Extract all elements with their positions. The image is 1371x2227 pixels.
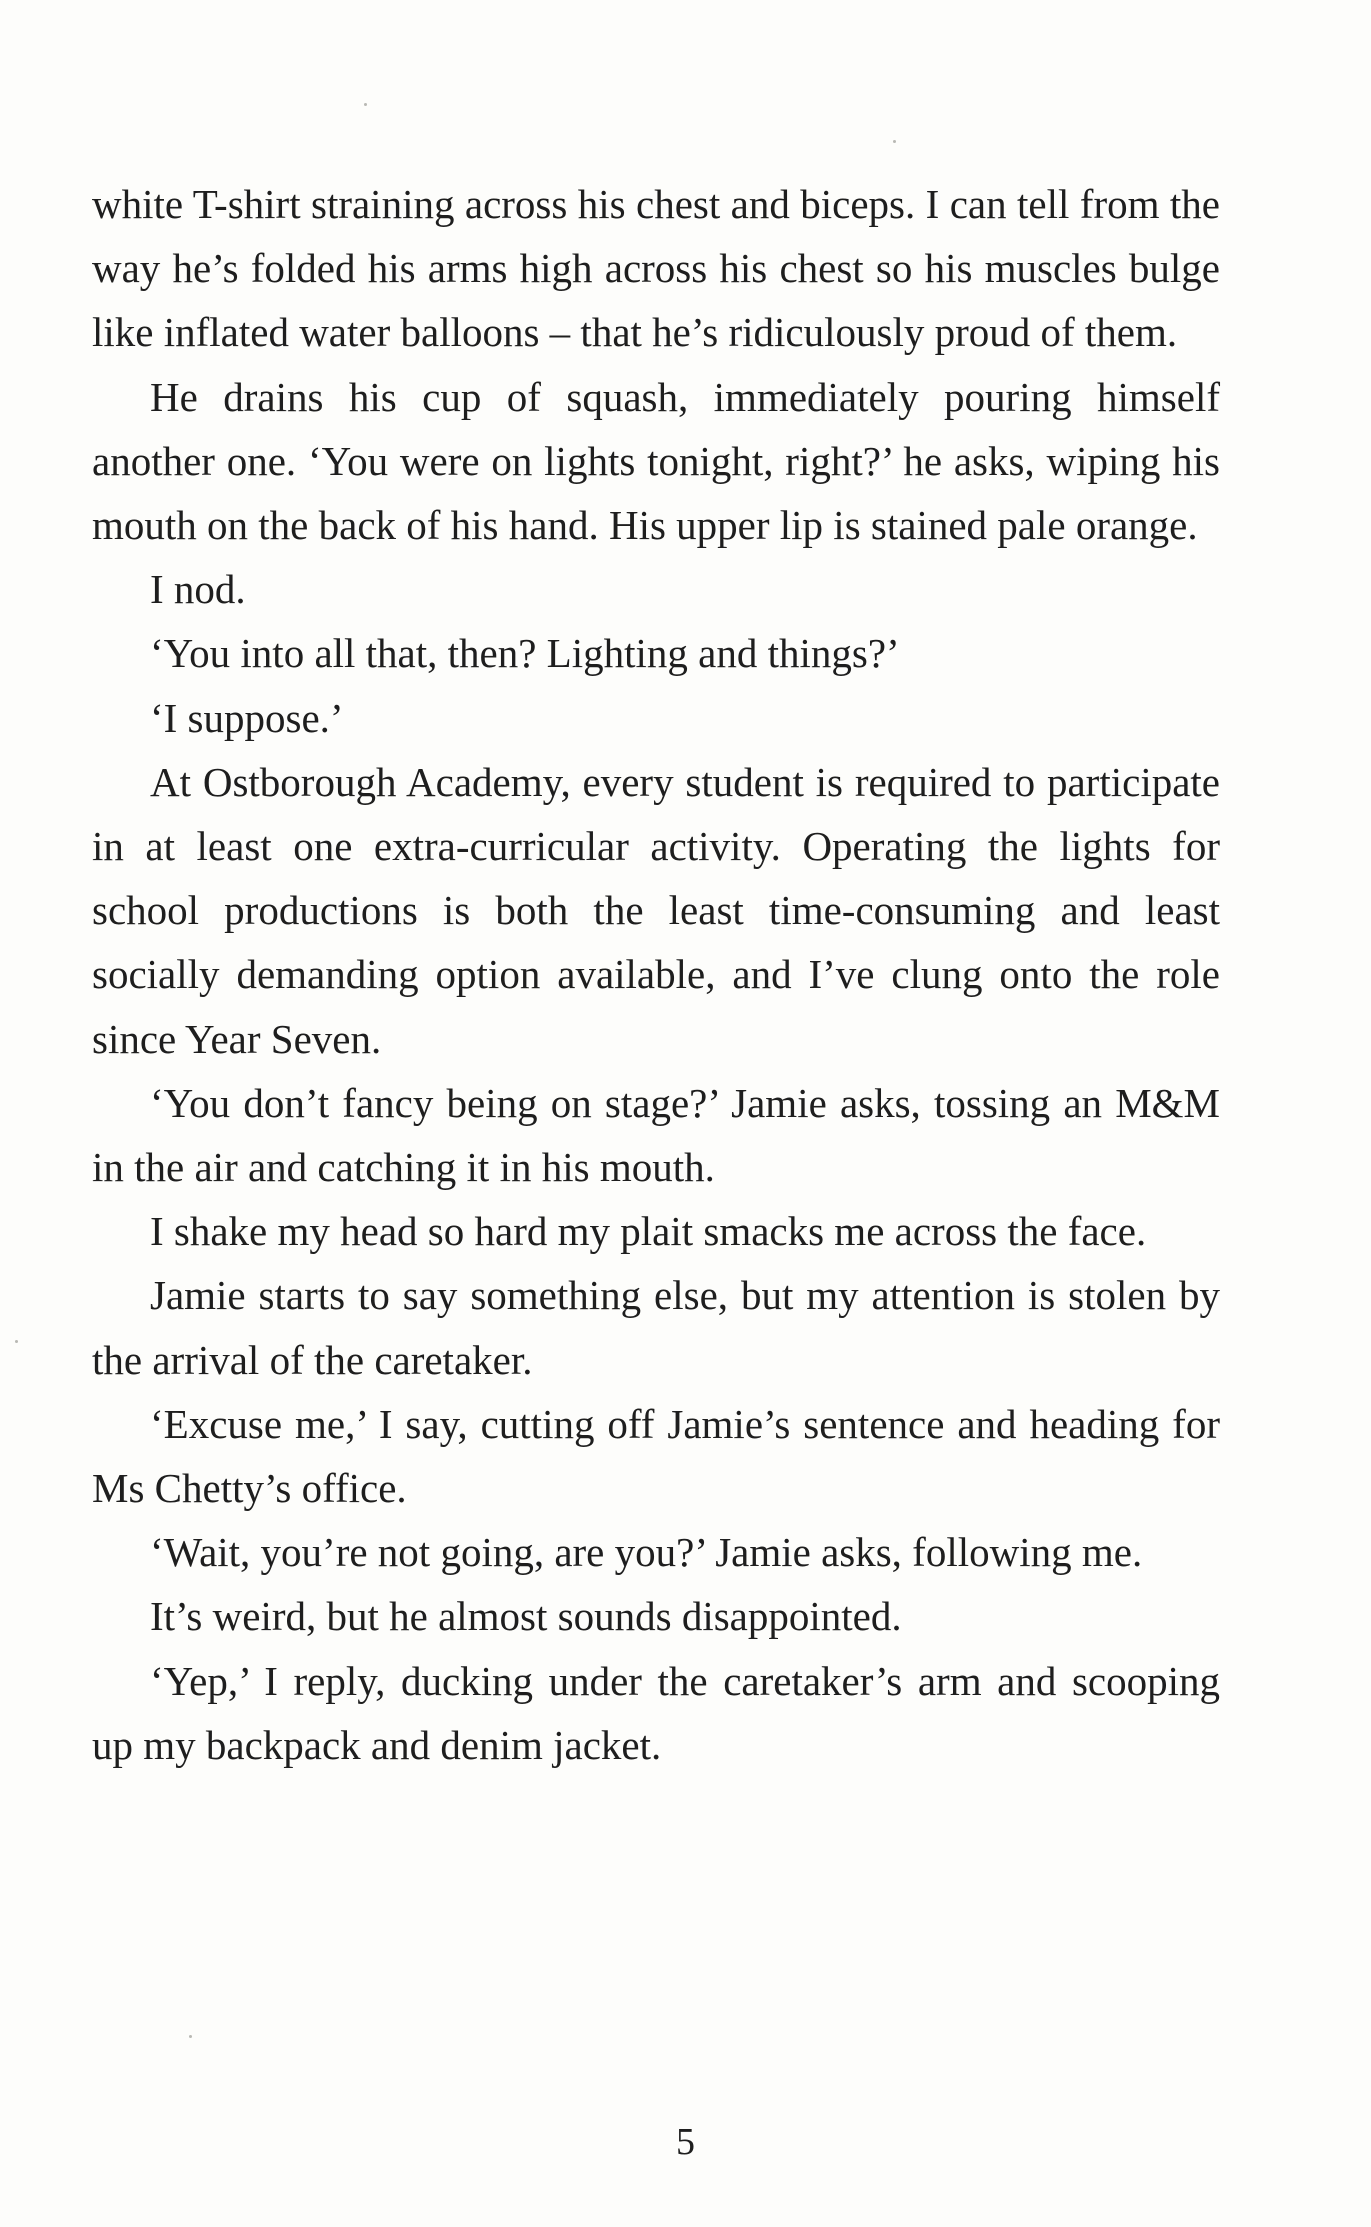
body-text <box>92 172 1220 1777</box>
paper-speck <box>893 140 896 143</box>
paragraph-13: ‘Yep,’ I reply, ducking under the caretaker’s arm and scooping up my backpack and denim jacket. <box>92 1657 1220 1768</box>
paragraph-4: ‘You into all that, then? Lighting and things?’ <box>150 630 900 677</box>
paragraph-12: It’s weird, but he almost sounds disappointed. <box>150 1593 902 1640</box>
paragraph-5: ‘I suppose.’ <box>150 694 344 741</box>
paragraph-11: ‘Wait, you’re not going, are you?’ Jamie asks, following me. <box>150 1529 1143 1576</box>
paragraph-9: Jamie starts to say something else, but my attention is stolen by the arrival of the caretaker. <box>92 1272 1220 1383</box>
page-number: 5 <box>676 2121 695 2163</box>
paper-speck <box>189 2035 192 2038</box>
paper-speck <box>15 1340 18 1343</box>
paper-speck <box>364 103 367 106</box>
paragraph-6: At Ostborough Academy, every student is required to participate in at least one extra-curricular activity. Operating the lights for school productions is both the least time-consuming and least socially demanding option available, and I’ve clung onto the role since Year Seven. <box>92 758 1220 1062</box>
paragraph-7: ‘You don’t fancy being on stage?’ Jamie asks, tossing an M&M in the air and catching it in his mouth. <box>92 1079 1220 1191</box>
paragraph-3: I nod. <box>150 566 246 613</box>
paragraph-8: I shake my head so hard my plait smacks me across the face. <box>150 1208 1147 1255</box>
paragraph-1: white T-shirt straining across his chest and biceps. I can tell from the way he’s folded his arms high across his chest so his muscles bulge like inflated water balloons – that he’s ridiculously proud of them. <box>92 181 1220 356</box>
paragraph-10: ‘Excuse me,’ I say, cutting off Jamie’s sentence and heading for Ms Chetty’s office. <box>92 1400 1220 1512</box>
paragraph-2: He drains his cup of squash, immediately pouring himself another one. ‘You were on lights tonight, right?’ he asks, wiping his mouth on the back of his hand. His upper lip is stained pale orange. <box>92 373 1220 549</box>
